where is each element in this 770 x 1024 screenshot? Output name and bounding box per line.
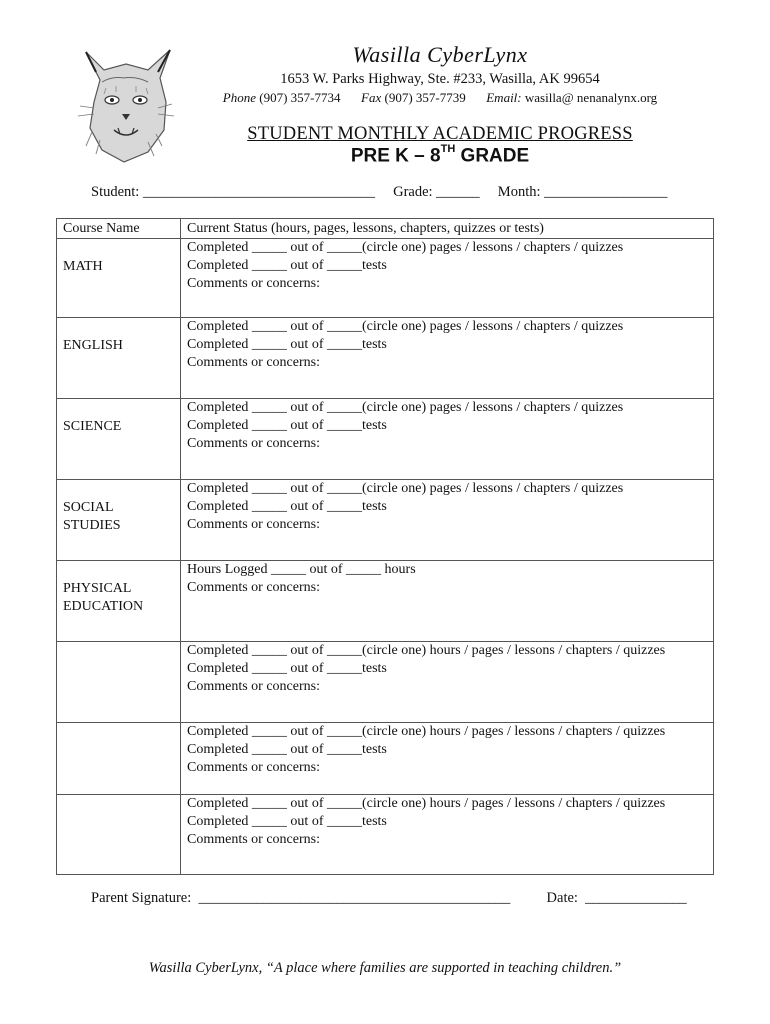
status-cell[interactable]: [181, 642, 714, 723]
fax-label: Fax: [361, 90, 382, 105]
status-line: Completed _____ out of _____tests: [187, 499, 387, 514]
course-row: [57, 795, 714, 875]
status-line: Completed _____ out of _____(circle one) pages / lessons / chapters / quizzes: [187, 319, 624, 334]
grade-range-title: [200, 145, 680, 167]
course-name-cell: [57, 399, 181, 480]
status-line: Comments or concerns:: [187, 436, 320, 451]
status-line: Comments or concerns:: [187, 832, 320, 847]
parent-signature-field[interactable]: Parent Signature: ___________________________________________: [91, 890, 511, 906]
status-cell[interactable]: [181, 561, 714, 642]
status-cell[interactable]: [181, 239, 714, 318]
status-line: Hours Logged _____ out of _____ hours: [187, 562, 416, 577]
status-line: Completed _____ out of _____(circle one) hours / pages / lessons / chapters / quizzes: [187, 643, 666, 658]
status-line: Completed _____ out of _____tests: [187, 742, 387, 757]
current-status-header: Current Status (hours, pages, lessons, chapters, quizzes or tests): [181, 219, 714, 239]
org-address: 1653 W. Parks Highway, Ste. #233, Wasilla, AK 99654: [280, 71, 600, 87]
course-row: [57, 480, 714, 561]
org-name: Wasilla CyberLynx: [352, 42, 528, 67]
course-name-cell: [57, 795, 181, 875]
signature-line: [91, 890, 687, 907]
course-row: [57, 561, 714, 642]
student-field[interactable]: Student: ________________________________: [91, 184, 375, 200]
course-name-cell: [57, 239, 181, 318]
status-line: Completed _____ out of _____(circle one) pages / lessons / chapters / quizzes: [187, 400, 624, 415]
status-line: Completed _____ out of _____tests: [187, 661, 387, 676]
course-name: EDUCATION: [63, 599, 144, 614]
contact-line: [200, 90, 680, 106]
status-line: Completed _____ out of _____tests: [187, 258, 387, 273]
course-name-cell: [57, 318, 181, 399]
status-line: Comments or concerns:: [187, 679, 320, 694]
status-line: Completed _____ out of _____tests: [187, 418, 387, 433]
grade-range-suffix: GRADE: [455, 145, 530, 167]
course-name: MATH: [63, 259, 103, 274]
status-line: Completed _____ out of _____tests: [187, 814, 387, 829]
course-row: [57, 399, 714, 480]
status-cell[interactable]: [181, 480, 714, 561]
progress-table: [56, 218, 714, 875]
course-row: [57, 239, 714, 318]
status-line: Completed _____ out of _____(circle one) pages / lessons / chapters / quizzes: [187, 240, 624, 255]
status-line: Comments or concerns:: [187, 760, 320, 775]
status-line: Completed _____ out of _____(circle one) hours / pages / lessons / chapters / quizzes: [187, 724, 666, 739]
course-name: PHYSICAL: [63, 581, 132, 596]
status-line: Completed _____ out of _____(circle one) hours / pages / lessons / chapters / quizzes: [187, 796, 666, 811]
course-row: [57, 723, 714, 795]
course-name-cell: [57, 723, 181, 795]
status-line: Comments or concerns:: [187, 355, 320, 370]
table-header-row: [57, 219, 714, 239]
course-rows: [57, 239, 714, 875]
footer-tagline: Wasilla CyberLynx, “A place where families are supported in teaching children.”: [148, 960, 622, 976]
grade-field[interactable]: Grade: ______: [393, 184, 480, 200]
fax-number: (907) 357-7739: [384, 90, 466, 105]
grade-range-sup: TH: [440, 143, 456, 155]
status-line: Comments or concerns:: [187, 276, 320, 291]
status-cell[interactable]: [181, 318, 714, 399]
status-line: Comments or concerns:: [187, 517, 320, 532]
course-name: ENGLISH: [63, 338, 123, 353]
course-row: [57, 642, 714, 723]
email-address: wasilla@ nenanalynx.org: [524, 90, 658, 105]
phone-label: Phone: [222, 90, 257, 105]
course-name-cell: [57, 561, 181, 642]
course-name: STUDIES: [63, 518, 121, 533]
course-name: SCIENCE: [63, 419, 122, 434]
status-line: Completed _____ out of _____(circle one) pages / lessons / chapters / quizzes: [187, 481, 624, 496]
form-title: STUDENT MONTHLY ACADEMIC PROGRESS: [247, 124, 633, 144]
status-cell[interactable]: [181, 399, 714, 480]
course-name-cell: [57, 480, 181, 561]
month-field[interactable]: Month: _________________: [497, 184, 668, 200]
date-field[interactable]: Date: ______________: [546, 890, 687, 906]
lynx-logo: [72, 42, 178, 166]
phone-number: (907) 357-7734: [259, 90, 341, 105]
status-line: Comments or concerns:: [187, 580, 320, 595]
course-name-header: Course Name: [57, 219, 181, 239]
course-row: [57, 318, 714, 399]
grade-range-prefix: PRE K – 8: [350, 145, 441, 167]
status-cell[interactable]: [181, 795, 714, 875]
email-label: Email:: [486, 90, 522, 105]
course-name-cell: [57, 642, 181, 723]
student-info-line: [91, 184, 667, 201]
status-cell[interactable]: [181, 723, 714, 795]
course-name: SOCIAL: [63, 500, 114, 515]
status-line: Completed _____ out of _____tests: [187, 337, 387, 352]
